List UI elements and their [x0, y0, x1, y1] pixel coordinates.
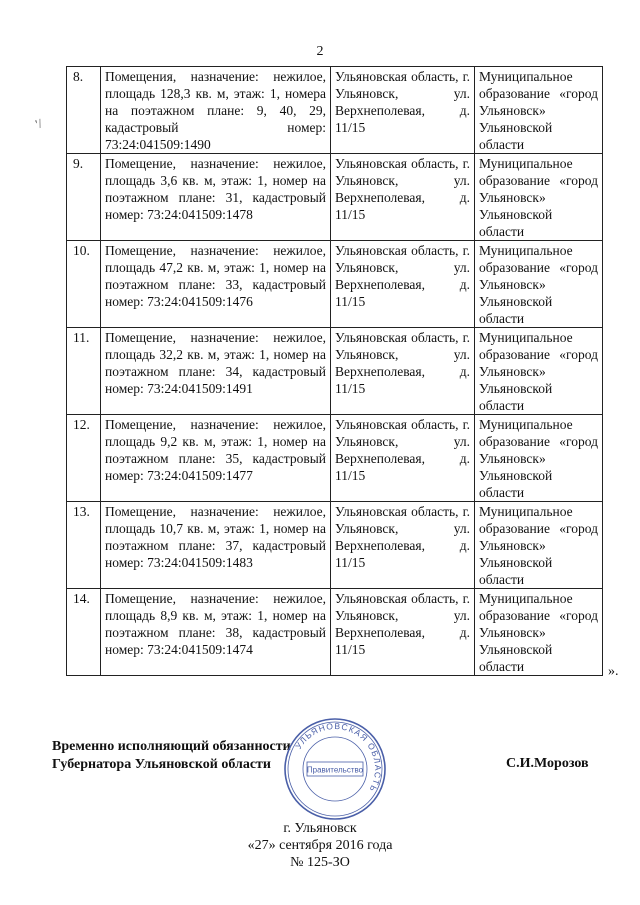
signer-name: С.И.Морозов — [506, 756, 589, 771]
footer-block — [0, 820, 640, 871]
row-number: 13. — [67, 502, 101, 589]
footer-number: № 125-ЗО — [290, 855, 350, 870]
seal-center-text: Правительство — [306, 765, 364, 775]
table-row — [67, 154, 603, 241]
signature-block — [52, 738, 291, 774]
property-table — [66, 66, 603, 676]
row-number: 11. — [67, 328, 101, 415]
row-number: 9. — [67, 154, 101, 241]
table-row — [67, 589, 603, 676]
property-owner: Муниципальное образование «город Ульяновск» Ульяновской области — [475, 328, 603, 415]
closing-quote: ». — [608, 664, 619, 679]
property-address: Ульяновская область, г. Ульяновск, ул. Верхнеполевая, д. 11/15 — [331, 67, 475, 154]
table-row — [67, 67, 603, 154]
property-address: Ульяновская область, г. Ульяновск, ул. Верхнеполевая, д. 11/15 — [331, 241, 475, 328]
property-description: Помещение, назначение: нежилое, площадь 3,6 кв. м, этаж: 1, номер на поэтажном плане: 31, кадастровый номер: 73:24:041509:1478 — [101, 154, 331, 241]
table-row — [67, 502, 603, 589]
property-description: Помещение, назначение: нежилое, площадь 10,7 кв. м, этаж: 1, номер на поэтажном плане: 37, кадастровый номер: 73:24:041509:1483 — [101, 502, 331, 589]
property-address: Ульяновская область, г. Ульяновск, ул. Верхнеполевая, д. 11/15 — [331, 415, 475, 502]
property-description: Помещение, назначение: нежилое, площадь 8,9 кв. м, этаж: 1, номер на поэтажном плане: 38, кадастровый номер: 73:24:041509:1474 — [101, 589, 331, 676]
property-description: Помещения, назначение: нежилое, площадь 128,3 кв. м, этаж: 1, номера на поэтажном плане: 9, 40, 29, кадастровый номер: 73:24:041509:1490 — [101, 67, 331, 154]
row-number: 12. — [67, 415, 101, 502]
property-description: Помещение, назначение: нежилое, площадь 32,2 кв. м, этаж: 1, номер на поэтажном плане: 34, кадастровый номер: 73:24:041509:1491 — [101, 328, 331, 415]
property-description: Помещение, назначение: нежилое, площадь 9,2 кв. м, этаж: 1, номер на поэтажном плане: 35, кадастровый номер: 73:24:041509:1477 — [101, 415, 331, 502]
row-number: 10. — [67, 241, 101, 328]
table-row — [67, 415, 603, 502]
property-address: Ульяновская область, г. Ульяновск, ул. Верхнеполевая, д. 11/15 — [331, 328, 475, 415]
seal-ring-text: УЛЬЯНОВСКАЯ ОБЛАСТЬ — [293, 720, 384, 795]
signer-position-line-1: Временно исполняющий обязанности — [52, 739, 291, 754]
table-row — [67, 241, 603, 328]
property-owner: Муниципальное образование «город Ульяновск» Ульяновской области — [475, 415, 603, 502]
property-owner: Муниципальное образование «город Ульяновск» Ульяновской области — [475, 154, 603, 241]
property-owner: Муниципальное образование «город Ульяновск» Ульяновской области — [475, 589, 603, 676]
property-address: Ульяновская область, г. Ульяновск, ул. Верхнеполевая, д. 11/15 — [331, 502, 475, 589]
footer-date: «27» сентября 2016 года — [247, 838, 393, 853]
signer-position-line-2: Губернатора Ульяновской области — [52, 757, 271, 772]
property-description: Помещение, назначение: нежилое, площадь 47,2 кв. м, этаж: 1, номер на поэтажном плане: 33, кадастровый номер: 73:24:041509:1476 — [101, 241, 331, 328]
table-row — [67, 328, 603, 415]
official-seal — [282, 716, 388, 822]
property-address: Ульяновская область, г. Ульяновск, ул. Верхнеполевая, д. 11/15 — [331, 589, 475, 676]
property-owner: Муниципальное образование «город Ульяновск» Ульяновской области — [475, 502, 603, 589]
property-address: Ульяновская область, г. Ульяновск, ул. Верхнеполевая, д. 11/15 — [331, 154, 475, 241]
property-owner: Муниципальное образование «город Ульяновск» Ульяновской области — [475, 67, 603, 154]
footer-city: г. Ульяновск — [283, 821, 357, 836]
page-number: 2 — [316, 44, 324, 59]
row-number: 14. — [67, 589, 101, 676]
stray-mark: '/ — [33, 115, 45, 132]
property-owner: Муниципальное образование «город Ульяновск» Ульяновской области — [475, 241, 603, 328]
row-number: 8. — [67, 67, 101, 154]
